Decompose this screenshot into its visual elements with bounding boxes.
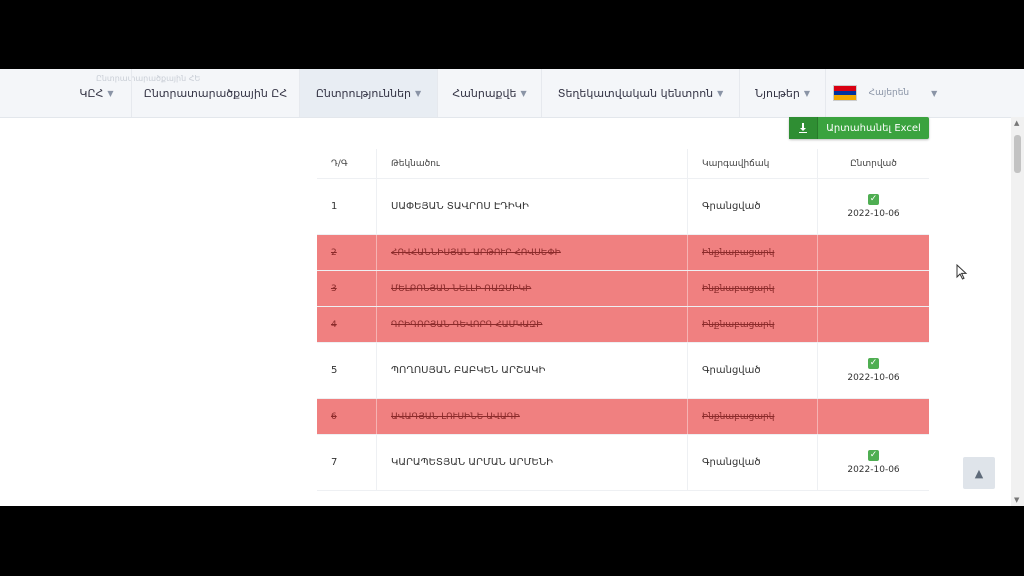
mouse-pointer-icon	[956, 264, 968, 280]
row-name: ԳՐԻԳՈՐՅԱՆ ԳԵՎՈՐԳ ՀԱՄԿԱԶԻ	[377, 307, 688, 342]
download-icon	[789, 117, 818, 139]
ghost-dropdown-text: Ընտրատարածքային ՀԵ	[96, 74, 201, 83]
chevron-down-icon: ▼	[107, 88, 114, 98]
checkbox-checked-icon: ✓	[869, 450, 878, 460]
row-status: Ինքնաբացարկ	[688, 235, 818, 270]
page-viewport	[0, 69, 1024, 506]
row-num: 1	[317, 179, 377, 234]
row-elected	[818, 179, 929, 234]
export-button-label: Արտահանել Excel	[826, 122, 921, 134]
elected-date: 2022-10-06	[847, 209, 900, 219]
row-status: Ինքնաբացարկ	[688, 399, 818, 434]
armenia-flag-icon	[833, 85, 857, 101]
chevron-down-icon: ▼	[717, 88, 724, 98]
header-candidate: Թեկնածու	[377, 149, 688, 178]
row-status: Գրանցված	[688, 343, 818, 398]
nav-item-label: Հանրաքվե	[452, 86, 517, 100]
chevron-down-icon: ▼	[931, 88, 938, 98]
nav-item-label: Ընտրատարածքային ԸՀ	[143, 86, 288, 100]
elected-date: 2022-10-06	[847, 465, 900, 475]
table-row	[317, 343, 929, 399]
row-name: ԱՎԱԳՅԱՆ ԼՈՒՍԻՆԵ ԱՎԱԳԻ	[377, 399, 688, 434]
nav-item-cec[interactable]	[62, 69, 132, 117]
nav-item-referendum[interactable]	[438, 69, 542, 117]
row-num: 6	[317, 399, 377, 434]
language-label: Հայերեն	[868, 88, 910, 98]
vertical-scrollbar[interactable]	[1011, 117, 1024, 506]
scroll-to-top-button[interactable]	[963, 457, 995, 489]
row-status: Գրանցված	[688, 179, 818, 234]
scroll-down-arrow-icon[interactable]: ▼	[1014, 496, 1020, 504]
row-elected	[818, 399, 929, 434]
row-elected	[818, 235, 929, 270]
table-row	[317, 307, 929, 343]
chevron-down-icon: ▼	[520, 88, 527, 98]
row-elected	[818, 435, 929, 490]
row-name: ԿԱՐԱՊԵՏՅԱՆ ԱՐՄԱՆ ԱՐՄԵՆԻ	[377, 435, 688, 490]
header-status: Կարգավիճակ	[688, 149, 818, 178]
header-num: Դ/Գ	[317, 149, 377, 178]
row-num: 4	[317, 307, 377, 342]
chevron-up-icon: ▲	[974, 466, 984, 480]
row-num: 3	[317, 271, 377, 306]
row-num: 7	[317, 435, 377, 490]
table-row	[317, 271, 929, 307]
row-elected	[818, 307, 929, 342]
row-num: 2	[317, 235, 377, 270]
row-status: Գրանցված	[688, 435, 818, 490]
scrollbar-thumb[interactable]	[1014, 135, 1021, 173]
row-elected	[818, 343, 929, 398]
row-name: ՄԵԼՔՈՆՅԱՆ ՆԵԼԼԻ ՌԱԶՄԻԿԻ	[377, 271, 688, 306]
nav-item-label: Նյութեր	[755, 86, 800, 100]
chevron-down-icon: ▼	[415, 88, 422, 98]
header-elected: Ընտրված	[850, 158, 897, 169]
row-num: 5	[317, 343, 377, 398]
table-row	[317, 235, 929, 271]
table-row	[317, 435, 929, 491]
nav-item-info-center[interactable]	[542, 69, 740, 117]
scroll-up-arrow-icon[interactable]: ▲	[1014, 119, 1020, 127]
row-name: ՊՈՂՈՍՅԱՆ ԲԱԲԿԵՆ ԱՐՇԱԿԻ	[377, 343, 688, 398]
row-status: Ինքնաբացարկ	[688, 271, 818, 306]
row-name: ՀՈՎՀԱՆՆԻՍՅԱՆ ԱՐԹՈՒՐ ՀՈՎՍԵՓԻ	[377, 235, 688, 270]
elected-date: 2022-10-06	[847, 373, 900, 383]
flag-stripe-orange	[834, 95, 856, 100]
main-navbar	[0, 69, 1024, 118]
table-header-row	[317, 149, 929, 179]
nav-item-district-commissions[interactable]	[132, 69, 300, 117]
chevron-down-icon: ▼	[803, 88, 810, 98]
checkbox-checked-icon: ✓	[869, 194, 878, 204]
nav-item-label: Տեղեկատվական կենտրոն	[557, 86, 714, 100]
nav-item-materials[interactable]	[740, 69, 826, 117]
nav-item-label: Ընտրություններ	[315, 86, 412, 100]
table-row	[317, 399, 929, 435]
row-status: Ինքնաբացարկ	[688, 307, 818, 342]
nav-item-elections[interactable]	[300, 69, 438, 117]
table-row	[317, 179, 929, 235]
language-selector[interactable]	[826, 69, 944, 117]
nav-item-label: ԿԸՀ	[79, 86, 104, 100]
export-excel-button[interactable]	[789, 117, 929, 139]
checkbox-checked-icon: ✓	[869, 358, 878, 368]
row-name: ՍԱՓԵՅԱՆ ՏԱՎՐՈՍ ԷԴԻԿԻ	[377, 179, 688, 234]
row-elected	[818, 271, 929, 306]
candidates-table	[317, 149, 929, 491]
